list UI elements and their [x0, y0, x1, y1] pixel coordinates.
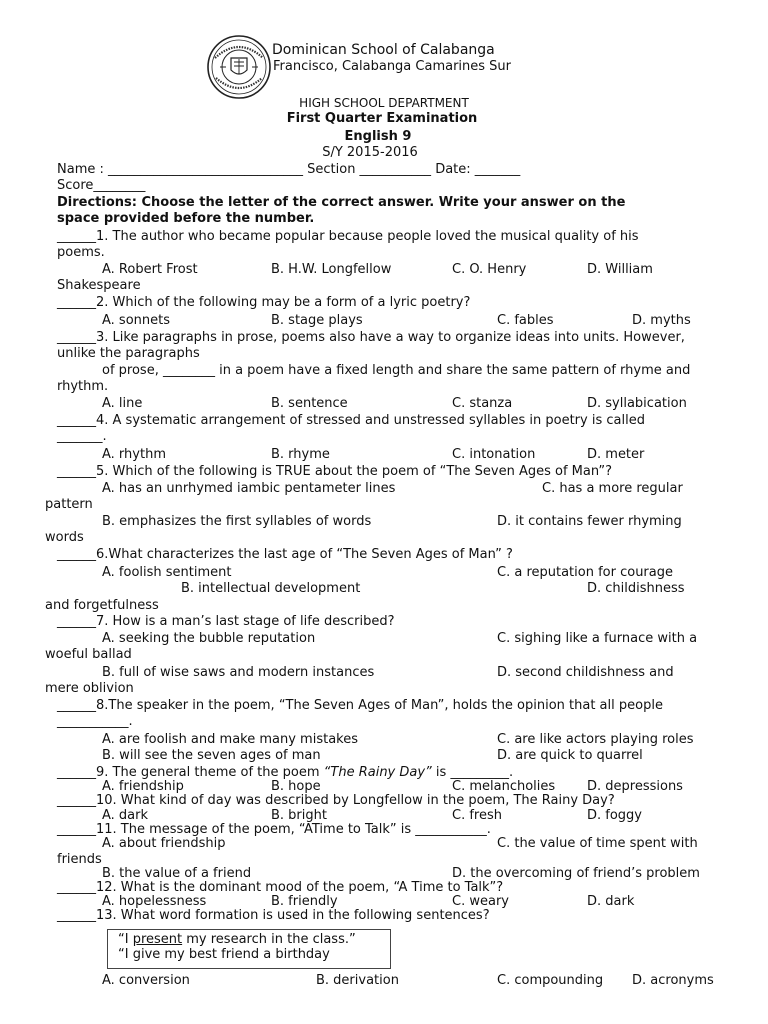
q13-sentence-1-pre: “I [118, 932, 133, 947]
school-year: S/Y 2015-2016 [322, 145, 418, 160]
q10-choice-a: A. dark [102, 808, 149, 823]
q1-choice-d-cont: Shakespeare [57, 278, 141, 293]
q5-choice-c-cont: pattern [45, 497, 93, 512]
q6-choice-c: C. a reputation for courage [497, 565, 673, 580]
q8-stem: ______8.The speaker in the poem, “The Seven Ages of Man”, holds the opinion that all people [57, 698, 663, 713]
q7-choice-d: D. second childishness and [497, 665, 674, 680]
q4-choice-d: D. meter [587, 447, 645, 462]
q5-choice-d-cont: words [45, 530, 84, 545]
q4-choice-a: A. rhythm [102, 447, 166, 462]
q7-choice-c-cont: woeful ballad [45, 647, 132, 662]
q3-stem-cont-3: rhythm. [57, 379, 109, 394]
q9-stem-post: is _________. [431, 765, 514, 780]
q12-choice-d: D. dark [587, 894, 635, 909]
q7-choice-c: C. sighing like a furnace with a [497, 631, 698, 646]
subject-title: English 9 [344, 129, 412, 144]
q6-stem: ______6.What characterizes the last age of “The Seven Ages of Man” ? [57, 547, 513, 562]
q12-stem: ______12. What is the dominant mood of the poem, “A Time to Talk”? [57, 880, 504, 895]
q12-choice-b: B. friendly [271, 894, 338, 909]
q2-choice-a: A. sonnets [102, 313, 171, 328]
q1-choice-d: D. William [587, 262, 653, 277]
q11-choice-c: C. the value of time spent with [497, 836, 698, 851]
q2-choice-c: C. fables [497, 313, 554, 328]
q5-choice-c: C. has a more regular [542, 481, 683, 496]
q10-stem: ______10. What kind of day was described by Longfellow in the poem, The Rainy Day? [57, 793, 615, 808]
score-line: Score________ [57, 178, 146, 193]
q13-sentence-1-post: my research in the class.” [182, 932, 356, 947]
q9-stem-pre: ______9. The general theme of the poem [57, 765, 324, 780]
q5-choice-b: B. emphasizes the first syllables of words [102, 514, 372, 529]
q9-stem-title: “The Rainy Day” [323, 765, 432, 780]
q9-choice-a: A. friendship [102, 779, 184, 794]
q3-stem-cont-1: unlike the paragraphs [57, 346, 200, 361]
q13-choice-c: C. compounding [497, 973, 604, 988]
q4-choice-b: B. rhyme [271, 447, 330, 462]
q8-stem-cont: ___________. [57, 714, 133, 729]
q10-choice-c: C. fresh [452, 808, 502, 823]
q13-sentence-1-word: present [132, 932, 183, 947]
q11-choice-c-cont: friends [57, 852, 102, 867]
q2-stem: ______2. Which of the following may be a form of a lyric poetry? [57, 295, 471, 310]
q11-choice-d: D. the overcoming of friend’s problem [452, 866, 700, 881]
q3-choice-c: C. stanza [452, 396, 513, 411]
q1-choice-c: C. O. Henry [452, 262, 527, 277]
q13-choice-a: A. conversion [102, 973, 190, 988]
q11-choice-b: B. the value of a friend [102, 866, 252, 881]
q6-choice-a: A. foolish sentiment [102, 565, 232, 580]
q11-stem: ______11. The message of the poem, “ATime to Talk” is ___________. [57, 822, 491, 837]
q7-choice-a: A. seeking the bubble reputation [102, 631, 316, 646]
directions-line-2: space provided before the number. [57, 211, 315, 226]
q1-stem-cont: poems. [57, 245, 105, 260]
q8-choice-d: D. are quick to quarrel [497, 748, 643, 763]
q2-choice-d: D. myths [632, 313, 691, 328]
q6-choice-d: D. childishness [587, 581, 685, 596]
q13-sentence-1 [118, 932, 356, 948]
q5-choice-a: A. has an unrhymed iambic pentameter lines [102, 481, 396, 496]
q9-choice-c: C. melancholies [452, 779, 556, 794]
q9-choice-b: B. hope [271, 779, 321, 794]
exam-title: First Quarter Examination [286, 111, 478, 126]
q9-choice-d: D. depressions [587, 779, 683, 794]
q7-choice-b: B. full of wise saws and modern instances [102, 665, 375, 680]
q1-stem: ______1. The author who became popular because people loved the musical quality of his [57, 229, 639, 244]
q13-choice-b: B. derivation [316, 973, 399, 988]
q5-stem: ______5. Which of the following is TRUE about the poem of “The Seven Ages of Man”? [57, 464, 613, 479]
name-section-date-line: Name : ______________________________ Section ___________ Date: _______ [57, 162, 521, 177]
q4-choice-c: C. intonation [452, 447, 536, 462]
q12-choice-c: C. weary [452, 894, 509, 909]
q3-stem-cont-2: of prose, ________ in a poem have a fixed length and share the same pattern of rhyme and [102, 363, 691, 378]
q4-stem-cont: _______. [57, 429, 107, 444]
school-address: Francisco, Calabanga Camarines Sur [273, 59, 512, 74]
q6-choice-b: B. intellectual development [181, 581, 361, 596]
q11-choice-a: A. about friendship [102, 836, 226, 851]
q13-sentence-box [107, 929, 391, 969]
q8-choice-b: B. will see the seven ages of man [102, 748, 321, 763]
q10-choice-b: B. bright [271, 808, 327, 823]
q3-choice-a: A. line [102, 396, 143, 411]
q6-choice-d-cont: and forgetfulness [45, 598, 159, 613]
q13-choice-d: D. acronyms [632, 973, 714, 988]
q5-choice-d: D. it contains fewer rhyming [497, 514, 682, 529]
q1-choice-a: A. Robert Frost [102, 262, 198, 277]
school-seal-logo [206, 34, 272, 100]
q2-choice-b: B. stage plays [271, 313, 363, 328]
q13-stem: ______13. What word formation is used in the following sentences? [57, 908, 490, 923]
q3-stem: ______3. Like paragraphs in prose, poems also have a way to organize ideas into units. However, [57, 330, 685, 345]
q7-stem: ______7. How is a man’s last stage of life described? [57, 614, 395, 629]
q7-choice-d-cont: mere oblivion [45, 681, 134, 696]
q3-choice-d: D. syllabication [587, 396, 687, 411]
q13-sentence-2: “I give my best friend a birthday [118, 947, 330, 962]
q12-choice-a: A. hopelessness [102, 894, 207, 909]
directions-line-1: Directions: Choose the letter of the correct answer. Write your answer on the [57, 195, 626, 210]
q1-choice-b: B. H.W. Longfellow [271, 262, 392, 277]
q4-stem: ______4. A systematic arrangement of stressed and unstressed syllables in poetry is called [57, 413, 645, 428]
school-name: Dominican School of Calabanga [272, 42, 495, 58]
q8-choice-a: A. are foolish and make many mistakes [102, 732, 358, 747]
q3-choice-b: B. sentence [271, 396, 348, 411]
department-title: HIGH SCHOOL DEPARTMENT [299, 96, 469, 110]
q10-choice-d: D. foggy [587, 808, 643, 823]
q8-choice-c: C. are like actors playing roles [497, 732, 694, 747]
